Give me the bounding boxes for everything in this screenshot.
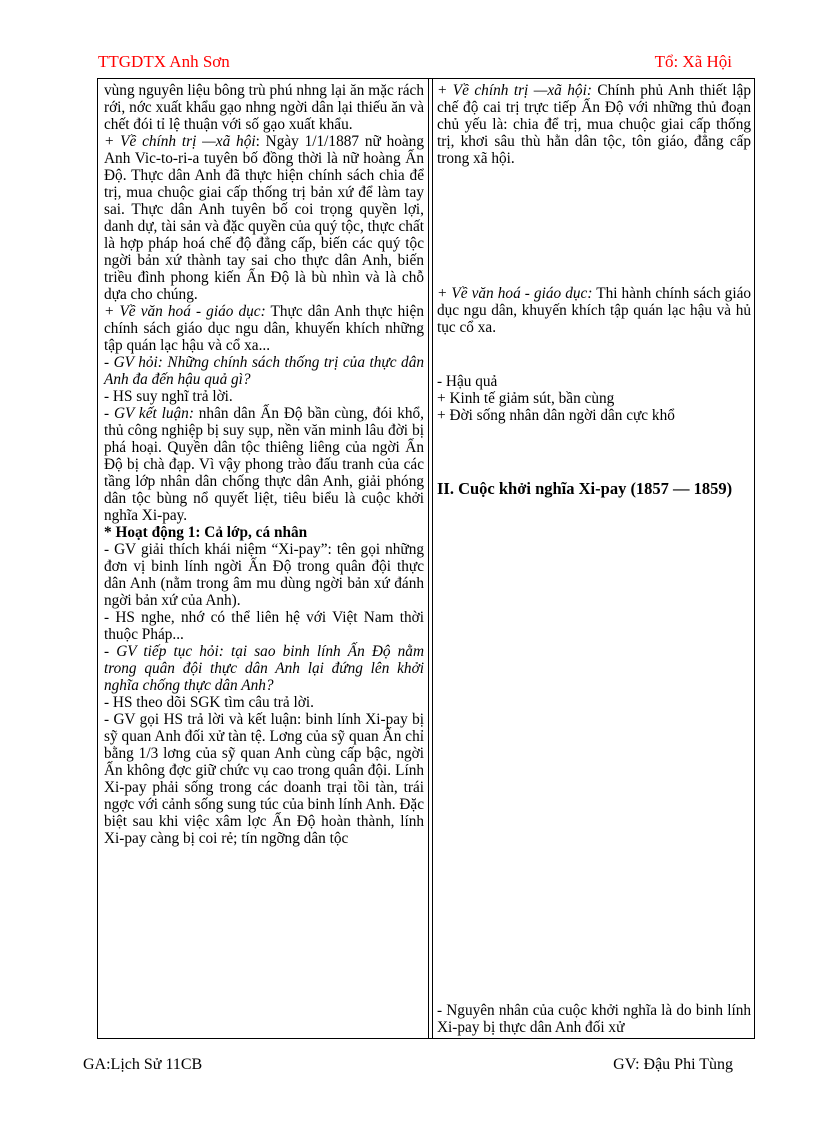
page-footer <box>83 1056 733 1078</box>
paragraph: - Nguyên nhân của cuộc khởi nghĩa là do binh lính Xi-pay bị thực dân Anh đối xử <box>437 1002 751 1036</box>
content-block <box>437 1002 751 1036</box>
page-header <box>98 52 732 76</box>
paragraph-text: Thi hành chính sách giáo dục ngu dân, khuyến khích tập quán lạc hậu và hủ tục cổ xa. <box>437 285 752 336</box>
paragraph-text: Chính phủ Anh thiết lập chế độ cai trị trực tiếp Ấn Độ với những thủ đoạn chủ yếu là: chia để trị, mua chuộc giai cấp thống trị, khơi sâu thù hằn dân tộc, tôn giáo, đẳng cấp trong xã hội. <box>437 82 751 167</box>
paragraph: - GV gọi HS trả lời và kết luận: binh lính Xi-pay bị sỹ quan Anh đối xử tàn tệ. Lơng của sỹ quan Ấn chỉ bằng 1/3 lơng của sỹ quan Anh cùng cấp bậc, ngời Ấn không đợc giữ chức vụ cao trong quân đội. Lính Xi-pay phải sống trong các doanh trại tồi tàn, trái ngợc với cảnh sống sung túc của binh lính Anh. Đặc biệt sau khi việc xâm lợc Ấn Độ hoàn thành, lính Xi-pay càng bị coi rẻ; tín ngỡng dân tộc <box>104 711 424 847</box>
paragraph-text: Thực dân Anh thực hiện chính sách giáo dục ngu dân, khuyến khích những tập quán lạc hậu và cổ xa... <box>104 303 424 354</box>
paragraph-label: + Về chính trị —xã hội <box>104 133 256 150</box>
student-response: - HS theo dõi SGK tìm câu trả lời. <box>104 694 314 711</box>
paragraph-label: - GV kết luận: <box>104 405 194 422</box>
footer-subject: GA:Lịch Sử 11CB <box>83 1056 203 1073</box>
paragraph: vùng nguyên liệu bông trù phú nhng lại ăn mặc rách rới, nớc xuất khẩu gạo nhng ngời dân lại thiếu ăn và chết đói tỉ lệ thuận với số gạo xuất khẩu. <box>104 82 424 133</box>
header-school: TTGDTX Anh Sơn <box>98 52 230 71</box>
paragraph <box>437 285 751 336</box>
section-heading: II. Cuộc khởi nghĩa Xi-pay (1857 — 1859) <box>437 479 733 498</box>
teacher-student-activities-column <box>98 79 429 1038</box>
student-response: - HS suy nghĩ trả lời. <box>104 388 233 405</box>
paragraph: - Hậu quả <box>437 373 498 390</box>
section-heading-block <box>437 479 751 498</box>
content-block <box>437 82 751 167</box>
paragraph: + Đời sống nhân dân ngời dân cực khổ <box>437 407 675 424</box>
teacher-question: - GV tiếp tục hỏi: tại sao binh lính Ấn Độ nằm trong quân đội thực dân Anh lại đứng lên khởi nghĩa chống thực dân Anh? <box>104 643 424 694</box>
footer-teacher: GV: Đậu Phi Tùng <box>613 1056 733 1073</box>
lesson-table <box>97 78 755 1039</box>
student-response: - HS nghe, nhớ có thể liên hệ với Việt Nam thời thuộc Pháp... <box>104 609 424 643</box>
paragraph-text: : Ngày 1/1/1887 nữ hoàng Anh Vic-to-ri-a tuyên bố đồng thời là nữ hoàng Ấn Độ. Thực dân Anh đã thực hiện chính sách chia để trị, mua chuộc giai cấp thống trị bản xứ để làm tay sai. Thực dân Anh tuyên bố coi trọng quyền lợi, danh dự, tài sản và đặc quyền của quý tộc, thực chất là hợp pháp hoá chế độ đẳng cấp, biến các quý tộc ngời bản xứ thành tay sai cho thực dân Anh, biến triều đình phong kiến Ấn Độ là bù nhìn và là chỗ dựa cho chúng. <box>104 133 424 303</box>
paragraph-label: + Về văn hoá - giáo dục: <box>104 303 266 320</box>
activity-heading: * Hoạt động 1: Cả lớp, cá nhân <box>104 524 308 541</box>
content-block <box>437 373 751 424</box>
paragraph <box>104 405 424 524</box>
paragraph: - GV giải thích khái niệm “Xi-pay”: tên gọi những đơn vị binh lính ngời Ấn Độ trong quân đội thực dân Anh (nằm trong âm mu dùng ngời bản xứ đánh ngời bản xứ của Anh). <box>104 541 424 609</box>
paragraph-label: + Về chính trị —xã hội: <box>437 82 592 99</box>
content-block <box>437 285 751 336</box>
content-column <box>433 79 755 1038</box>
header-department: Tổ: Xã Hội <box>654 52 732 71</box>
paragraph <box>104 133 424 303</box>
paragraph-label: + Về văn hoá - giáo dục: <box>437 285 593 302</box>
paragraph-text: nhân dân Ấn Độ bần cùng, đói khổ, thủ công nghiệp bị suy sụp, nền văn minh lâu đời bị phá hoại. Quyền dân tộc thiêng liêng của ngời Ấn Độ bị chà đạp. Vì vậy phong trào đấu tranh của các tầng lớp nhân dân chống thực dân Anh, giải phóng dân tộc bùng nổ quyết liệt, tiêu biểu là cuộc khởi nghĩa Xi-pay. <box>104 405 424 524</box>
paragraph: + Kinh tế giảm sút, bần cùng <box>437 390 615 407</box>
paragraph <box>104 303 424 354</box>
paragraph <box>437 82 751 167</box>
teacher-question: - GV hỏi: Những chính sách thống trị của thực dân Anh đa đến hậu quả gì? <box>104 354 424 388</box>
